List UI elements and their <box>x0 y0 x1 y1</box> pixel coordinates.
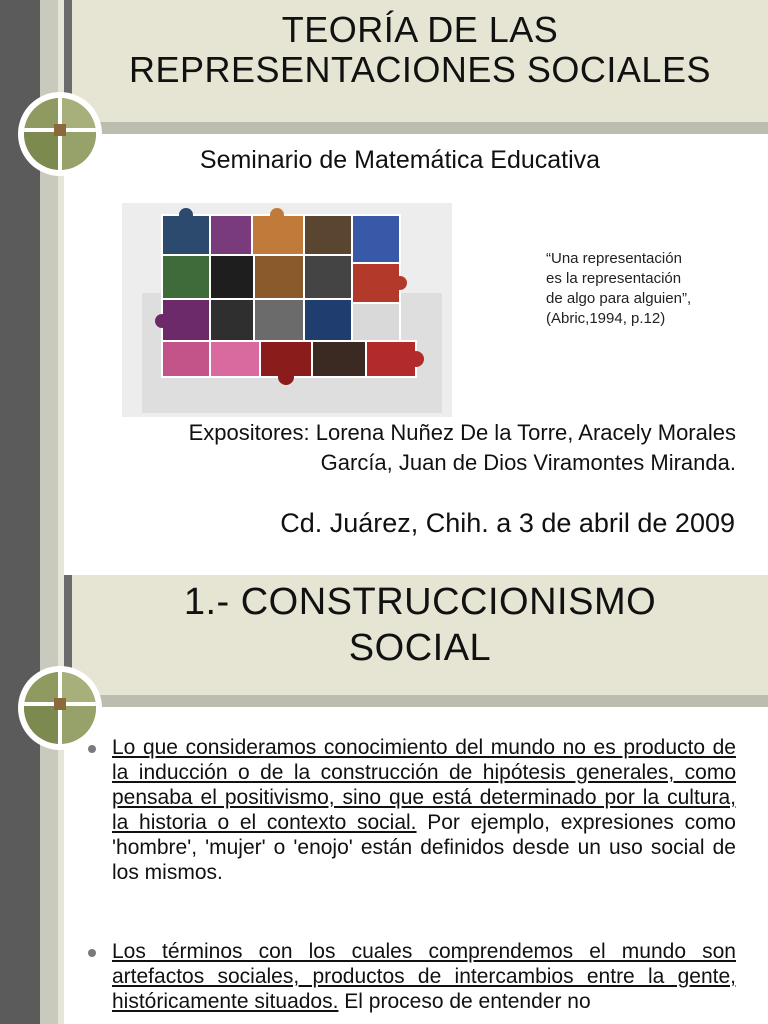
title-band-stripe <box>72 695 768 707</box>
sidebar-light-bar <box>40 0 58 575</box>
bullet-dot-icon <box>88 949 96 957</box>
slide-title <box>72 579 768 671</box>
quote-line: es la representación <box>546 270 682 287</box>
slide-title-line-1: 1.- CONSTRUCCIONISMO <box>183 581 657 623</box>
bullet-dot-icon <box>88 745 96 753</box>
bullet-list <box>88 735 736 1024</box>
date-location: Cd. Juárez, Chih. a 3 de abril de 2009 <box>280 508 735 538</box>
quote-text <box>546 249 736 329</box>
title-band-stripe <box>72 122 768 134</box>
slide-title-line-2: SOCIAL <box>348 627 492 669</box>
presenters-line-2: García, Juan de Dios Viramontes Miranda. <box>320 450 736 475</box>
sidebar-dark-bar <box>0 0 40 575</box>
quote-line: de algo para alguien”, <box>546 290 692 307</box>
bullet-text: Por ejemplo, expresiones como 'hombre', 'mujer' o 'enojo' están definidos desde un uso social de los mismos. <box>112 811 736 884</box>
presenters-line-1: Expositores: Lorena Nuñez De la Torre, Aracely Morales <box>188 420 736 445</box>
slide-title <box>72 10 768 90</box>
presenters <box>96 418 736 478</box>
slide-title-line-1: TEORÍA DE LAS <box>281 9 559 50</box>
subtitle: Seminario de Matemática Educativa <box>199 146 601 174</box>
sidebar-light-bar <box>40 575 58 1024</box>
bullet-item <box>88 939 736 1014</box>
slide-2 <box>0 575 768 1024</box>
bullet-underlined-text: Los términos con los cuales comprendemos el mundo son artefactos sociales, productos de intercambios entre la gente, históricamente situados. <box>112 940 736 1013</box>
quote-line: “Una representación <box>546 250 682 267</box>
bullet-underlined-text: Lo que consideramos conocimiento del mundo no es producto de la inducción o de la construcción de hipótesis generales, como pensaba el positivismo, sino que está determinado por la cultura, la historia o el contexto social. <box>112 736 736 834</box>
slide-title-line-2: REPRESENTACIONES SOCIALES <box>129 49 711 90</box>
sidebar-dark-bar <box>0 575 40 1024</box>
bullet-item <box>88 735 736 885</box>
puzzle-collage-image <box>122 203 452 417</box>
quote-line: (Abric,1994, p.12) <box>546 310 666 327</box>
bullet-text: El proceso de entender no <box>338 990 591 1013</box>
